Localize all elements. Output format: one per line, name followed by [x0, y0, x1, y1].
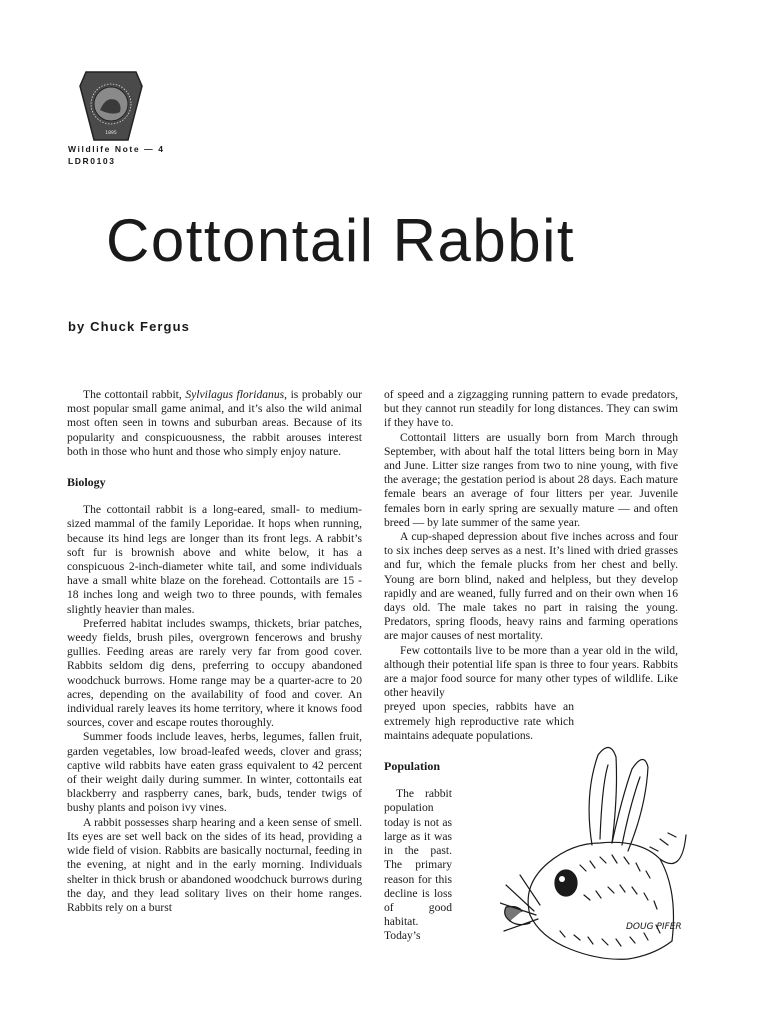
rabbit-illustration: [500, 735, 695, 970]
biology-paragraph-1: The cottontail rabbit is a long-eared, small- to medium-sized mammal of the family Leporidae. It hops when running, because its hind legs are longer than its front legs. A rabbit’s soft fur is brownish above and white below, it has a conspicuous 2-inch-diameter white tail, and some individuals have a small white blaze on the forehead. Cottontails are 15 - 18 inches long and weigh two to three pounds, with females slightly heavier than males.: [67, 503, 362, 616]
document-code: LDR0103: [68, 156, 116, 166]
nest-paragraph: A cup-shaped depression about five inches across and four to six inches deep serves as a nest. It’s lined with dried grasses and fur, which the female plucks from her chest and belly. Young are born blind, naked and helpless, but they develop rapidly and are weaned, fully furred and on their own when 16 days old. The male takes no part in raising the young. Predators, spring floods, heavy rains and farming operations are major causes of nest mortality.: [384, 530, 678, 643]
illustrator-signature: DOUG PIFER: [626, 922, 682, 932]
population-paragraph: The rabbit population today is not as large as it was in the past. The primary reason for this decline is loss of good habitat. Today’s: [384, 787, 452, 943]
byline: by Chuck Fergus: [68, 319, 190, 334]
population-heading: Population: [384, 759, 441, 774]
biology-paragraph-3: Summer foods include leaves, herbs, legumes, fallen fruit, garden vegetables, low broad-leafed weeds, clover and grass; captive wild rabbits have eaten grass equivalent to 42 percent of their weight daily during summer. In winter, cottontails eat blackberry and raspberry canes, bark, buds, tender twigs of bushy plants and poison ivy vines.: [67, 730, 362, 815]
lifespan-paragraph: Few cottontails live to be more than a year old in the wild, although their potential life span is three to four years. Rabbits are a major food source for many other types of wildlife. Like other heavily: [384, 643, 678, 700]
wildlife-note-id: [68, 143, 165, 167]
scientific-name: Sylvilagus floridanus: [185, 388, 285, 401]
biology-paragraph-2: Preferred habitat includes swamps, thickets, briar patches, weedy fields, brush piles, overgrown fencerows and brushy gullies. Feeding areas are rarely very far from good cover. Rabbits seldom dig dens, preferring to occupy abandoned woodchuck burrows. Home range may be a quarter-acre to 20 acres, depending on the availability of food and cover. An individual rarely leaves its home territory, where it knows food sources, cover and escape routes thoroughly.: [67, 616, 362, 730]
game-commission-logo: [76, 70, 146, 144]
note-number: Wildlife Note — 4: [68, 144, 165, 154]
page-title: Cottontail Rabbit: [106, 207, 576, 274]
continued-paragraph: of speed and a zigzagging running pattern to evade predators, but they cannot run steadily for long distances. They can swim if they have to.: [384, 388, 678, 430]
biology-heading: Biology: [67, 475, 106, 490]
litters-paragraph: Cottontail litters are usually born from March through September, with about half the total litters being born in May and June. Litter size ranges from two to nine young, with five the average; the gestation period is about 28 days. Each mature female bears an average of four litters per year. Juvenile females born in early spring are sexually mature — and often breed — by late summer of the same year.: [384, 430, 678, 529]
svg-text:1895: 1895: [105, 131, 117, 136]
left-column: [67, 388, 362, 915]
biology-paragraph-4: A rabbit possesses sharp hearing and a keen sense of smell. Its eyes are set well back on the sides of its head, providing a wide field of vision. Rabbits are basically nocturnal, feeding in the evening, at night and in the early morning. Individuals shelter in thick brush or abandoned woodchuck burrows during the day, and they lead solitary lives on their home ranges. Rabbits rely on a burst: [67, 815, 362, 914]
intro-paragraph: The cottontail rabbit, Sylvilagus floridanus, is probably our most popular small game animal, and it’s also the wild animal most often seen in towns and suburban areas. Because of its popularity and conspicuousness, the rabbit arouses interest both in those who hunt and those who simply enjoy nature.: [67, 388, 362, 458]
lifespan-paragraph-wrap: preyed upon species, rabbits have an extremely high reproductive rate which maintains adequate populations.: [384, 700, 574, 742]
